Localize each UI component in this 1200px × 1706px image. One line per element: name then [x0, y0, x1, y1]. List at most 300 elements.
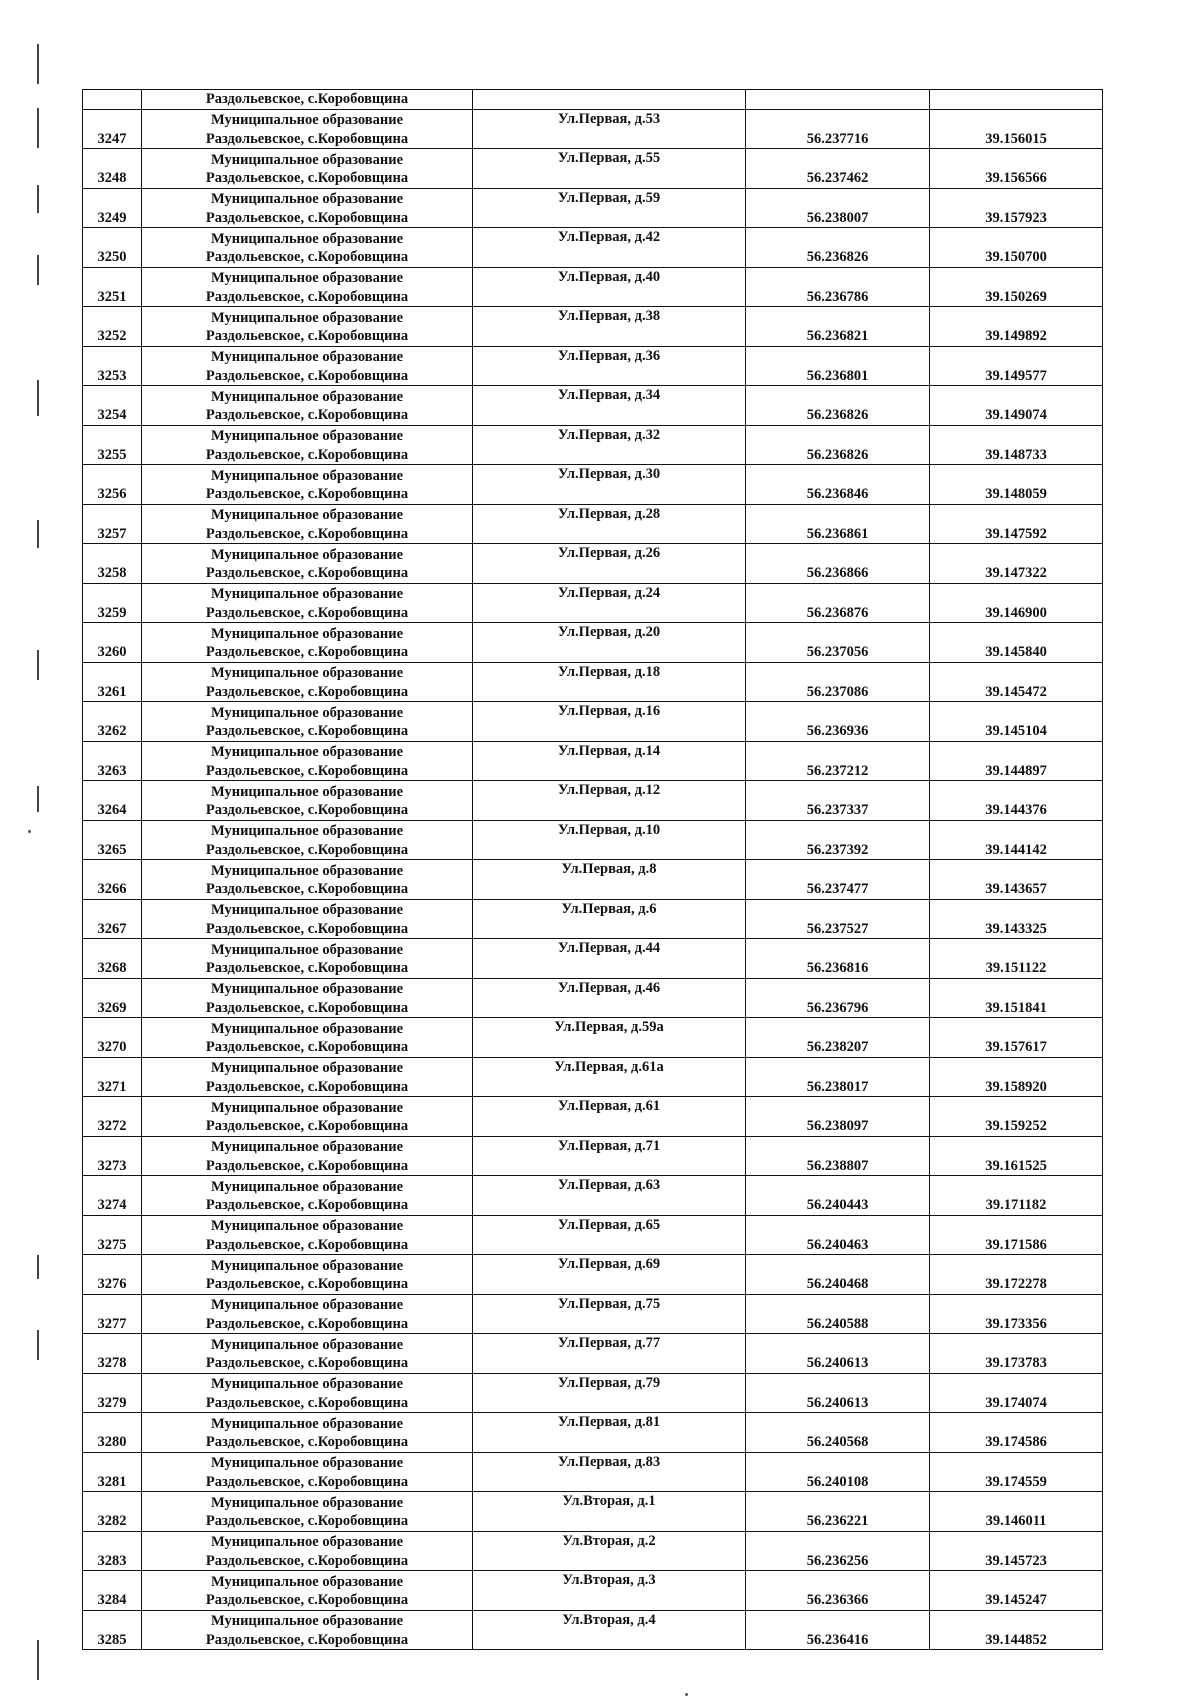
latitude-cell: 56.236786	[746, 267, 930, 307]
num-cell: 3282	[83, 1492, 142, 1532]
address-cell: Ул.Вторая, д.2	[473, 1531, 746, 1571]
scan-mark	[37, 185, 39, 213]
municipality-line: Муниципальное образование	[210, 1455, 404, 1471]
municipality-cell	[142, 702, 473, 742]
latitude-cell: 56.237337	[746, 781, 930, 821]
municipality-line: Раздольевское, с.Коробовщина	[205, 288, 409, 305]
municipality-line: Муниципальное образование	[210, 1060, 404, 1076]
scan-mark	[37, 650, 39, 680]
num-cell: 3267	[83, 899, 142, 939]
municipality-cell	[142, 1571, 473, 1611]
longitude-cell: 39.151122	[930, 939, 1103, 979]
municipality-line: Муниципальное образование	[210, 981, 404, 997]
municipality-cell	[142, 820, 473, 860]
latitude-cell: 56.237716	[746, 109, 930, 149]
longitude-cell: 39.172278	[930, 1255, 1103, 1295]
municipality-cell	[142, 1334, 473, 1374]
municipality-line: Раздольевское, с.Коробовщина	[205, 91, 409, 107]
municipality-line: Раздольевское, с.Коробовщина	[205, 762, 409, 779]
municipality-cell	[142, 899, 473, 939]
longitude-cell: 39.156566	[930, 149, 1103, 189]
municipality-line: Муниципальное образование	[210, 783, 404, 800]
latitude-cell: 56.236366	[746, 1571, 930, 1611]
municipality-line: Раздольевское, с.Коробовщина	[205, 960, 409, 976]
table-row	[83, 662, 1103, 702]
num-cell: 3264	[83, 781, 142, 821]
latitude-cell: 56.236821	[746, 307, 930, 347]
num-cell: 3253	[83, 346, 142, 386]
municipality-cell	[142, 386, 473, 426]
longitude-cell: 39.149074	[930, 386, 1103, 426]
municipality-line: Муниципальное образование	[210, 1336, 404, 1353]
municipality-line: Муниципальное образование	[210, 665, 404, 681]
num-cell: 3268	[83, 939, 142, 979]
table-row	[83, 1373, 1103, 1413]
num-cell	[83, 90, 142, 110]
municipality-cell	[142, 1452, 473, 1492]
table-row	[83, 1294, 1103, 1334]
municipality-line: Раздольевское, с.Коробовщина	[205, 1276, 409, 1292]
table-row	[83, 1018, 1103, 1058]
table-row	[83, 504, 1103, 544]
longitude-cell: 39.149892	[930, 307, 1103, 347]
num-cell: 3276	[83, 1255, 142, 1295]
longitude-cell: 39.145840	[930, 623, 1103, 663]
municipality-line: Муниципальное образование	[210, 1257, 404, 1274]
municipality-line: Муниципальное образование	[210, 823, 404, 839]
longitude-cell: 39.158920	[930, 1057, 1103, 1097]
coordinates-table	[82, 89, 1103, 1650]
address-cell: Ул.Вторая, д.1	[473, 1492, 746, 1532]
municipality-cell	[142, 465, 473, 505]
longitude-cell: 39.174586	[930, 1413, 1103, 1453]
municipality-line: Раздольевское, с.Коробовщина	[205, 920, 409, 937]
municipality-line: Муниципальное образование	[210, 349, 404, 365]
address-cell: Ул.Первая, д.20	[473, 623, 746, 663]
longitude-cell: 39.174559	[930, 1452, 1103, 1492]
table-row	[83, 228, 1103, 268]
municipality-line: Муниципальное образование	[210, 388, 404, 405]
municipality-line: Раздольевское, с.Коробовщина	[205, 407, 409, 423]
latitude-cell: 56.236866	[746, 544, 930, 584]
longitude-cell	[930, 90, 1103, 110]
scan-mark	[37, 380, 39, 416]
longitude-cell: 39.146011	[930, 1492, 1103, 1532]
address-cell: Ул.Первая, д.71	[473, 1136, 746, 1176]
num-cell: 3270	[83, 1018, 142, 1058]
table-row	[83, 544, 1103, 584]
num-cell: 3254	[83, 386, 142, 426]
longitude-cell: 39.144897	[930, 741, 1103, 781]
table-row	[83, 109, 1103, 149]
longitude-cell: 39.150700	[930, 228, 1103, 268]
scan-mark	[37, 255, 39, 285]
municipality-line: Муниципальное образование	[210, 1376, 404, 1392]
table-row	[83, 149, 1103, 189]
municipality-line: Раздольевское, с.Коробовщина	[205, 1552, 409, 1569]
latitude-cell: 56.240463	[746, 1215, 930, 1255]
address-cell: Ул.Первая, д.38	[473, 307, 746, 347]
address-cell: Ул.Первая, д.77	[473, 1334, 746, 1374]
num-cell: 3284	[83, 1571, 142, 1611]
municipality-line: Раздольевское, с.Коробовщина	[205, 1631, 409, 1648]
table-row	[83, 465, 1103, 505]
municipality-line: Муниципальное образование	[210, 191, 404, 207]
municipality-line: Муниципальное образование	[210, 744, 404, 760]
longitude-cell: 39.150269	[930, 267, 1103, 307]
table-row	[83, 1215, 1103, 1255]
longitude-cell: 39.145472	[930, 662, 1103, 702]
num-cell: 3249	[83, 188, 142, 228]
municipality-line: Раздольевское, с.Коробовщина	[205, 130, 409, 147]
municipality-line: Раздольевское, с.Коробовщина	[205, 1434, 409, 1450]
num-cell: 3263	[83, 741, 142, 781]
longitude-cell: 39.145723	[930, 1531, 1103, 1571]
address-cell: Ул.Первая, д.34	[473, 386, 746, 426]
municipality-line: Раздольевское, с.Коробовщина	[205, 1355, 409, 1371]
address-cell: Ул.Первая, д.24	[473, 583, 746, 623]
address-cell: Ул.Первая, д.53	[473, 109, 746, 149]
municipality-line: Муниципальное образование	[210, 586, 404, 602]
table-row	[83, 623, 1103, 663]
num-cell: 3271	[83, 1057, 142, 1097]
address-cell: Ул.Первая, д.75	[473, 1294, 746, 1334]
num-cell: 3273	[83, 1136, 142, 1176]
table-row	[83, 386, 1103, 426]
table-row	[83, 1492, 1103, 1532]
address-cell: Ул.Первая, д.55	[473, 149, 746, 189]
municipality-line: Раздольевское, с.Коробовщина	[205, 486, 409, 502]
table-row	[83, 1531, 1103, 1571]
municipality-line: Раздольевское, с.Коробовщина	[205, 525, 409, 542]
latitude-cell: 56.240468	[746, 1255, 930, 1295]
num-cell: 3277	[83, 1294, 142, 1334]
num-cell: 3252	[83, 307, 142, 347]
latitude-cell: 56.236846	[746, 465, 930, 505]
municipality-line: Муниципальное образование	[210, 507, 404, 523]
municipality-line: Муниципальное образование	[210, 1573, 404, 1590]
municipality-cell	[142, 109, 473, 149]
longitude-cell: 39.144142	[930, 820, 1103, 860]
municipality-line: Раздольевское, с.Коробовщина	[205, 1315, 409, 1332]
scan-mark	[37, 1640, 39, 1680]
latitude-cell: 56.240443	[746, 1176, 930, 1216]
municipality-cell	[142, 346, 473, 386]
longitude-cell: 39.174074	[930, 1373, 1103, 1413]
municipality-cell	[142, 544, 473, 584]
num-cell: 3255	[83, 425, 142, 465]
municipality-line: Муниципальное образование	[210, 546, 404, 563]
address-cell: Ул.Первая, д.61а	[473, 1057, 746, 1097]
longitude-cell: 39.144852	[930, 1610, 1103, 1650]
num-cell: 3259	[83, 583, 142, 623]
latitude-cell: 56.236816	[746, 939, 930, 979]
municipality-cell	[142, 90, 473, 110]
latitude-cell: 56.238207	[746, 1018, 930, 1058]
municipality-cell	[142, 1097, 473, 1137]
address-cell: Ул.Первая, д.69	[473, 1255, 746, 1295]
municipality-line: Раздольевское, с.Коробовщина	[205, 881, 409, 897]
table-row	[83, 899, 1103, 939]
longitude-cell: 39.157617	[930, 1018, 1103, 1058]
num-cell: 3269	[83, 978, 142, 1018]
municipality-line: Раздольевское, с.Коробовщина	[205, 683, 409, 700]
longitude-cell: 39.157923	[930, 188, 1103, 228]
address-cell: Ул.Первая, д.79	[473, 1373, 746, 1413]
longitude-cell: 39.148733	[930, 425, 1103, 465]
table-row	[83, 820, 1103, 860]
address-cell: Ул.Первая, д.8	[473, 860, 746, 900]
latitude-cell: 56.236416	[746, 1610, 930, 1650]
longitude-cell: 39.147592	[930, 504, 1103, 544]
municipality-line: Муниципальное образование	[210, 1099, 404, 1116]
address-cell: Ул.Первая, д.36	[473, 346, 746, 386]
table-body	[83, 90, 1103, 1650]
latitude-cell: 56.238017	[746, 1057, 930, 1097]
table-row	[83, 702, 1103, 742]
municipality-cell	[142, 228, 473, 268]
municipality-line: Раздольевское, с.Коробовщина	[205, 1039, 409, 1055]
municipality-line: Раздольевское, с.Коробовщина	[205, 1592, 409, 1608]
latitude-cell: 56.237086	[746, 662, 930, 702]
longitude-cell: 39.156015	[930, 109, 1103, 149]
municipality-cell	[142, 1176, 473, 1216]
num-cell: 3247	[83, 109, 142, 149]
longitude-cell: 39.145104	[930, 702, 1103, 742]
latitude-cell: 56.240588	[746, 1294, 930, 1334]
municipality-cell	[142, 149, 473, 189]
num-cell: 3265	[83, 820, 142, 860]
table-row	[83, 583, 1103, 623]
scan-mark	[37, 108, 39, 148]
latitude-cell: 56.240108	[746, 1452, 930, 1492]
num-cell: 3278	[83, 1334, 142, 1374]
table-row	[83, 267, 1103, 307]
municipality-line: Муниципальное образование	[210, 704, 404, 721]
num-cell: 3275	[83, 1215, 142, 1255]
table-row	[83, 860, 1103, 900]
address-cell: Ул.Первая, д.6	[473, 899, 746, 939]
municipality-line: Раздольевское, с.Коробовщина	[205, 328, 409, 344]
num-cell: 3257	[83, 504, 142, 544]
longitude-cell: 39.144376	[930, 781, 1103, 821]
municipality-line: Раздольевское, с.Коробовщина	[205, 1513, 409, 1529]
latitude-cell	[746, 90, 930, 110]
municipality-line: Муниципальное образование	[210, 230, 404, 247]
municipality-line: Муниципальное образование	[210, 1297, 404, 1313]
municipality-line: Муниципальное образование	[210, 467, 404, 484]
municipality-line: Раздольевское, с.Коробовщина	[205, 644, 409, 660]
num-cell: 3251	[83, 267, 142, 307]
latitude-cell: 56.237392	[746, 820, 930, 860]
table-row	[83, 781, 1103, 821]
address-cell: Ул.Первая, д.59а	[473, 1018, 746, 1058]
table-row	[83, 425, 1103, 465]
latitude-cell: 56.236796	[746, 978, 930, 1018]
municipality-cell	[142, 623, 473, 663]
num-cell: 3262	[83, 702, 142, 742]
municipality-line: Раздольевское, с.Коробовщина	[205, 999, 409, 1016]
municipality-cell	[142, 781, 473, 821]
municipality-line: Муниципальное образование	[210, 1534, 404, 1550]
municipality-cell	[142, 978, 473, 1018]
address-cell: Ул.Первая, д.10	[473, 820, 746, 860]
latitude-cell: 56.238097	[746, 1097, 930, 1137]
longitude-cell: 39.143325	[930, 899, 1103, 939]
table-row	[83, 1571, 1103, 1611]
municipality-line: Раздольевское, с.Коробовщина	[205, 841, 409, 858]
municipality-cell	[142, 504, 473, 544]
scan-mark	[37, 1255, 39, 1279]
municipality-cell	[142, 1215, 473, 1255]
num-cell: 3256	[83, 465, 142, 505]
table-row	[83, 1334, 1103, 1374]
latitude-cell: 56.236256	[746, 1531, 930, 1571]
address-cell: Ул.Первая, д.63	[473, 1176, 746, 1216]
longitude-cell: 39.148059	[930, 465, 1103, 505]
municipality-line: Муниципальное образование	[210, 1139, 404, 1155]
longitude-cell: 39.171586	[930, 1215, 1103, 1255]
municipality-line: Раздольевское, с.Коробовщина	[205, 1078, 409, 1095]
longitude-cell: 39.147322	[930, 544, 1103, 584]
latitude-cell: 56.238807	[746, 1136, 930, 1176]
municipality-line: Муниципальное образование	[210, 1613, 404, 1629]
address-cell: Ул.Вторая, д.4	[473, 1610, 746, 1650]
municipality-line: Муниципальное образование	[210, 625, 404, 642]
municipality-line: Муниципальное образование	[210, 1218, 404, 1234]
table-row	[83, 978, 1103, 1018]
address-cell: Ул.Вторая, д.3	[473, 1571, 746, 1611]
num-cell: 3248	[83, 149, 142, 189]
latitude-cell: 56.240568	[746, 1413, 930, 1453]
latitude-cell: 56.236826	[746, 425, 930, 465]
municipality-line: Раздольевское, с.Коробовщина	[205, 170, 409, 186]
municipality-line: Муниципальное образование	[210, 1415, 404, 1432]
num-cell: 3250	[83, 228, 142, 268]
municipality-cell	[142, 307, 473, 347]
municipality-line: Раздольевское, с.Коробовщина	[205, 1473, 409, 1490]
municipality-line: Раздольевское, с.Коробовщина	[205, 1236, 409, 1253]
table-row	[83, 1136, 1103, 1176]
latitude-cell: 56.237212	[746, 741, 930, 781]
address-cell	[473, 90, 746, 110]
latitude-cell: 56.237056	[746, 623, 930, 663]
latitude-cell: 56.238007	[746, 188, 930, 228]
municipality-cell	[142, 1255, 473, 1295]
scan-mark	[37, 520, 39, 548]
address-cell: Ул.Первая, д.44	[473, 939, 746, 979]
longitude-cell: 39.159252	[930, 1097, 1103, 1137]
address-cell: Ул.Первая, д.65	[473, 1215, 746, 1255]
municipality-cell	[142, 1373, 473, 1413]
scan-speck	[685, 1693, 688, 1696]
municipality-cell	[142, 1057, 473, 1097]
table-row	[83, 1097, 1103, 1137]
municipality-cell	[142, 662, 473, 702]
municipality-cell	[142, 1294, 473, 1334]
municipality-cell	[142, 1136, 473, 1176]
num-cell: 3279	[83, 1373, 142, 1413]
municipality-line: Муниципальное образование	[210, 902, 404, 918]
longitude-cell: 39.145247	[930, 1571, 1103, 1611]
num-cell: 3260	[83, 623, 142, 663]
latitude-cell: 56.236826	[746, 386, 930, 426]
municipality-cell	[142, 1492, 473, 1532]
table-row	[83, 1413, 1103, 1453]
municipality-line: Муниципальное образование	[210, 112, 404, 128]
longitude-cell: 39.161525	[930, 1136, 1103, 1176]
latitude-cell: 56.236861	[746, 504, 930, 544]
municipality-cell	[142, 188, 473, 228]
longitude-cell: 39.151841	[930, 978, 1103, 1018]
longitude-cell: 39.149577	[930, 346, 1103, 386]
scan-mark	[37, 44, 39, 84]
table-row	[83, 741, 1103, 781]
num-cell: 3281	[83, 1452, 142, 1492]
table-row	[83, 1176, 1103, 1216]
latitude-cell: 56.236936	[746, 702, 930, 742]
num-cell: 3274	[83, 1176, 142, 1216]
table-row	[83, 346, 1103, 386]
municipality-line: Муниципальное образование	[210, 151, 404, 168]
table-row	[83, 1610, 1103, 1650]
municipality-cell	[142, 860, 473, 900]
longitude-cell: 39.171182	[930, 1176, 1103, 1216]
scan-mark	[37, 786, 39, 812]
municipality-line: Муниципальное образование	[210, 428, 404, 444]
longitude-cell: 39.143657	[930, 860, 1103, 900]
longitude-cell: 39.173783	[930, 1334, 1103, 1374]
latitude-cell: 56.237462	[746, 149, 930, 189]
municipality-line: Муниципальное образование	[210, 1178, 404, 1195]
latitude-cell: 56.237527	[746, 899, 930, 939]
latitude-cell: 56.236801	[746, 346, 930, 386]
scan-mark	[37, 1330, 39, 1360]
address-cell: Ул.Первая, д.12	[473, 781, 746, 821]
municipality-line: Муниципальное образование	[210, 1020, 404, 1037]
latitude-cell: 56.236876	[746, 583, 930, 623]
scan-speck	[28, 830, 31, 833]
longitude-cell: 39.173356	[930, 1294, 1103, 1334]
table-row	[83, 307, 1103, 347]
municipality-line: Раздольевское, с.Коробовщина	[205, 604, 409, 621]
table-row	[83, 1057, 1103, 1097]
address-cell: Ул.Первая, д.40	[473, 267, 746, 307]
municipality-line: Раздольевское, с.Коробовщина	[205, 249, 409, 265]
municipality-cell	[142, 425, 473, 465]
municipality-cell	[142, 1018, 473, 1058]
latitude-cell: 56.236221	[746, 1492, 930, 1532]
address-cell: Ул.Первая, д.61	[473, 1097, 746, 1137]
table-row	[83, 1255, 1103, 1295]
num-cell: 3285	[83, 1610, 142, 1650]
municipality-line: Раздольевское, с.Коробовщина	[205, 367, 409, 384]
address-cell: Ул.Первая, д.83	[473, 1452, 746, 1492]
municipality-line: Муниципальное образование	[210, 941, 404, 958]
municipality-line: Раздольевское, с.Коробовщина	[205, 1197, 409, 1213]
municipality-cell	[142, 1610, 473, 1650]
municipality-line: Раздольевское, с.Коробовщина	[205, 1118, 409, 1134]
municipality-line: Раздольевское, с.Коробовщина	[205, 446, 409, 463]
municipality-line: Муниципальное образование	[210, 270, 404, 286]
municipality-cell	[142, 583, 473, 623]
table-row	[83, 1452, 1103, 1492]
municipality-line: Муниципальное образование	[210, 862, 404, 879]
municipality-cell	[142, 1413, 473, 1453]
address-cell: Ул.Первая, д.16	[473, 702, 746, 742]
address-cell: Ул.Первая, д.46	[473, 978, 746, 1018]
table-row	[83, 188, 1103, 228]
